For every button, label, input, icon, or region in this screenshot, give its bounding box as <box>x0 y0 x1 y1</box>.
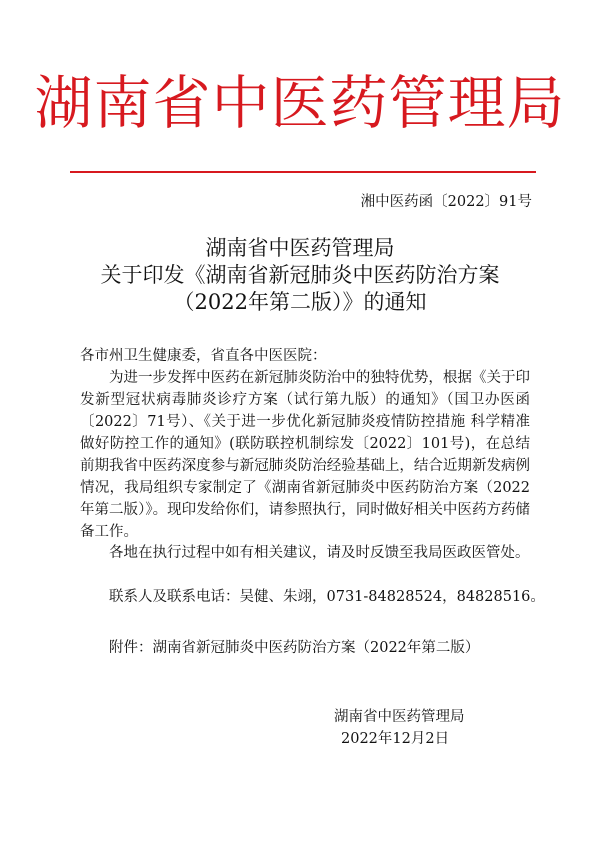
attachment-line: 附件：湖南省新冠肺炎中医药防治方案（2022年第二版） <box>109 640 480 656</box>
notice-title-line-2: 关于印发《湖南省新冠肺炎中医药防治方案 <box>100 263 500 287</box>
signature-issuer: 湖南省中医药管理局 <box>334 709 465 725</box>
body-paragraph-2: 各地在执行过程中如有相关建议，请及时反馈至我局医政医管处。 <box>109 545 530 561</box>
body-paragraph-1: 为进一步发挥中医药在新冠肺炎防治中的独特优势，根据《关于印发新型冠状病毒肺炎诊疗方案（试行第九版）的通知》（国卫办医函〔2022〕71号）、《关于进一步优化新冠肺炎疫情防控措施 科学精准做好防控工作的通知》(联防联控机制综发〔2022〕101号)，在总结前期我省中医药深度参与新冠肺炎防治经验基础上，结合近期新发病例情况，我局组织专家制定了《湖南省新冠肺炎中医药防治方案（2022年第二版）》。现印发给你们，请参照执行，同时做好相关中医药方药储备工作。 <box>80 370 530 540</box>
notice-title-line-3: （2022年第二版）》的通知 <box>173 290 427 314</box>
header-divider <box>70 171 536 173</box>
notice-title-line-1: 湖南省中医药管理局 <box>205 236 395 260</box>
agency-header-title: 湖南省中医药管理局 <box>34 69 566 137</box>
salutation: 各市州卫生健康委，省直各中医医院： <box>80 348 327 364</box>
contact-info: 联系人及联系电话：吴健、朱翊，0731-84828524，84828516。 <box>109 589 545 605</box>
document-number: 湘中医药函〔2022〕91号 <box>360 194 532 210</box>
signature-date: 2022年12月2日 <box>341 731 450 747</box>
